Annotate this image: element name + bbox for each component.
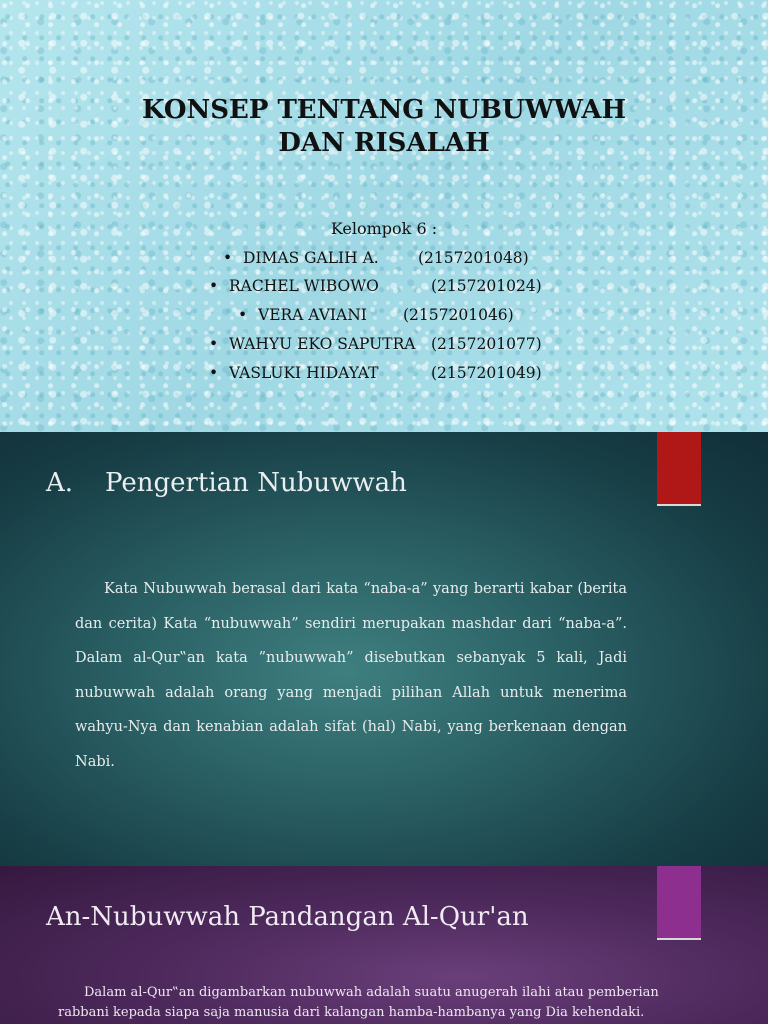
accent-bar xyxy=(657,866,701,940)
bullet-icon: • xyxy=(209,277,219,295)
bullet-icon: • xyxy=(209,335,219,353)
slide-title-line1: KONSEP TENTANG NUBUWWAH xyxy=(141,95,627,125)
quran-view-paragraph xyxy=(58,983,718,1023)
slide-title-line2: DAN RISALAH xyxy=(278,128,490,158)
bullet-icon: • xyxy=(209,364,219,382)
member-item xyxy=(223,245,529,271)
group-label: Kelompok 6 : xyxy=(330,219,438,238)
title-slide xyxy=(0,0,768,432)
member-nim: (2157201046) xyxy=(403,306,514,324)
member-nim: (2157201049) xyxy=(431,364,542,382)
member-name: VASLUKI HIDAYAT xyxy=(229,364,379,382)
section-heading: An-Nubuwwah Pandangan Al-Qur'an xyxy=(46,902,529,932)
paragraph-line: rabbani kepada siapa saja manusia dari kalangan hamba-hambanya yang Dia kehendaki. xyxy=(58,1005,645,1020)
member-nim: (2157201048) xyxy=(418,249,529,267)
member-item xyxy=(209,331,542,357)
bullet-icon: • xyxy=(238,306,248,324)
member-name: VERA AVIANI xyxy=(258,306,367,324)
section-heading-text: Pengertian Nubuwwah xyxy=(105,468,407,498)
quran-view-slide xyxy=(0,866,768,1024)
member-name: WAHYU EKO SAPUTRA xyxy=(229,335,416,353)
member-item xyxy=(238,302,514,328)
definition-paragraph: Kata Nubuwwah berasal dari kata “naba-a” yang berarti kabar (berita dan cerita) Kata “nubuwwah” sendiri merupakan mashdar dari “naba-a”. Dalam al-Qur‟an kata ”nubuwwah” disebutkan sebanyak 5 kali, Jadi nubuwwah adalah orang yang menjadi pilihan Allah untuk menerima wahyu-Nya dan kenabian adalah sifat (hal) Nabi, yang berkenaan dengan Nabi. xyxy=(75,581,627,770)
member-name: DIMAS GALIH A. xyxy=(243,249,379,267)
section-letter: A. xyxy=(46,468,74,498)
member-nim: (2157201077) xyxy=(431,335,542,353)
bullet-icon: • xyxy=(223,249,233,267)
member-item xyxy=(209,360,542,386)
accent-bar xyxy=(657,432,701,506)
member-nim: (2157201024) xyxy=(431,277,542,295)
slide-title xyxy=(0,94,768,160)
paragraph-line: Dalam al-Qur‟an digambarkan nubuwwah adalah suatu anugerah ilahi atau pemberian xyxy=(84,985,659,1000)
member-item xyxy=(209,273,542,299)
member-name: RACHEL WIBOWO xyxy=(229,277,379,295)
section-heading xyxy=(46,468,407,498)
definition-slide xyxy=(0,432,768,866)
